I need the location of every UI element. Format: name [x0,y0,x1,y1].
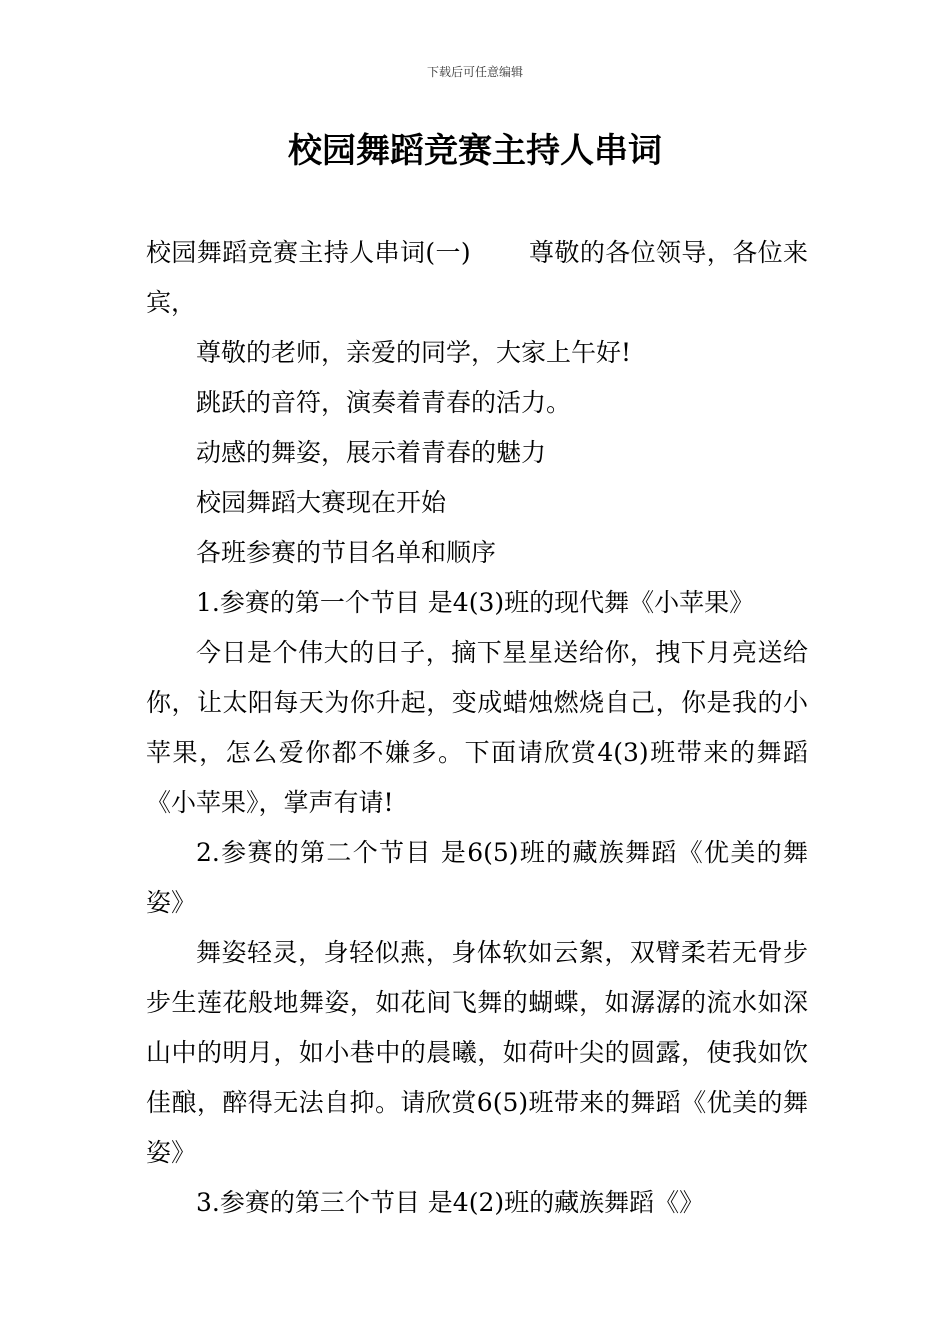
program-item-2: 2.参赛的第二个节目 是6(5)班的藏族舞蹈《优美的舞姿》 [146,838,808,917]
program-item-2-intro: 舞姿轻灵，身轻似燕，身体软如云絮，双臂柔若无骨步步生莲花般地舞姿，如花间飞舞的蝴蝶，如潺潺的流水如深山中的明月，如小巷中的晨曦，如荷叶尖的圆露，使我如饮佳酿，醉得无法自抑。请欣赏6(5)班带来的舞蹈《优美的舞姿》 [146,938,808,1167]
paragraph-program-list: 各班参赛的节目名单和顺序 [196,538,497,567]
paragraph-greeting: 尊敬的老师，亲爱的同学，大家上午好! [196,338,632,367]
paragraph-dance: 动感的舞姿，展示着青春的魅力 [196,438,547,467]
document-title: 校园舞蹈竞赛主持人串词 [288,131,662,171]
program-item-1-intro: 今日是个伟大的日子，摘下星星送给你，拽下月亮送给你，让太阳每天为你升起，变成蜡烛燃烧自己，你是我的小苹果，怎么爱你都不嫌多。下面请欣赏4(3)班带来的舞蹈《小苹果》，掌声有请! [146,638,808,817]
paragraph-notes: 跳跃的音符，演奏着青春的活力。 [196,388,572,417]
intro-paragraph [146,228,808,328]
section-subtitle: 校园舞蹈竞赛主持人串词(一) [146,238,471,267]
program-item-1: 1.参赛的第一个节目 是4(3)班的现代舞《小苹果》 [196,588,755,617]
header-note: 下载后可任意编辑 [426,65,523,79]
paragraph-start: 校园舞蹈大赛现在开始 [196,488,447,517]
greeting-text: 尊敬的各位领导，各位来宾， [146,238,808,317]
program-item-3: 3.参赛的第三个节目 是4(2)班的藏族舞蹈《》 [196,1188,705,1217]
document-body [146,228,808,1228]
